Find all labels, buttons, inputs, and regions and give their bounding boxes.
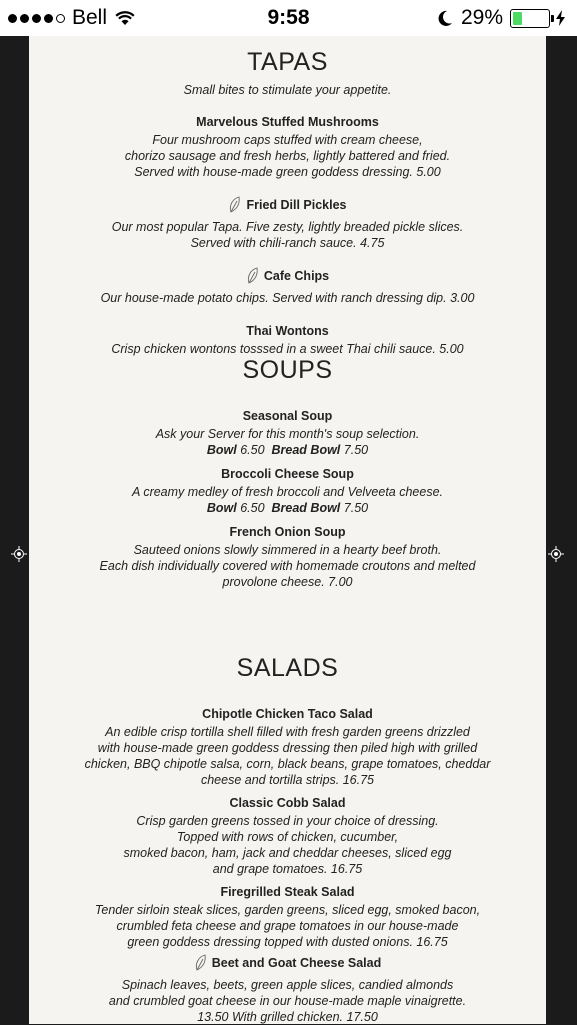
do-not-disturb-moon-icon bbox=[438, 10, 453, 27]
description-line: cheese and tortilla strips. 16.75 bbox=[200, 773, 375, 787]
tapas-section bbox=[29, 48, 546, 357]
menu-item-description bbox=[29, 724, 546, 788]
battery-icon bbox=[510, 9, 550, 28]
bowl-label: Bowl bbox=[206, 501, 237, 515]
section-title-soups: SOUPS bbox=[242, 356, 333, 384]
description-line: crumbled feta cheese and grape tomatoes in our house-made bbox=[116, 919, 459, 933]
menu-item-name: Seasonal Soup bbox=[242, 409, 333, 423]
bowl-label: Bowl bbox=[206, 443, 237, 457]
bowl-price: 6.50 bbox=[240, 443, 265, 457]
description-line: Tender sirloin steak slices, garden greens, sliced egg, smoked bacon, bbox=[94, 903, 481, 917]
description-line: provolone cheese. 7.00 bbox=[222, 575, 353, 589]
menu-item-description bbox=[29, 902, 546, 950]
section-subtitle-tapas: Small bites to stimulate your appetite. bbox=[183, 83, 392, 97]
description-line: A creamy medley of fresh broccoli and Velveeta cheese. bbox=[131, 485, 444, 499]
menu-item-name: Classic Cobb Salad bbox=[229, 796, 346, 810]
vegetarian-leaf-icon bbox=[246, 267, 259, 284]
menu-item bbox=[29, 196, 546, 251]
charging-bolt-icon bbox=[556, 10, 565, 26]
description-line: green goddess dressing topped with dusted onions. 16.75 bbox=[127, 935, 448, 949]
battery-info bbox=[438, 6, 565, 30]
description-line: An edible crisp tortilla shell filled with fresh garden greens drizzled bbox=[105, 725, 470, 739]
bread-bowl-label: Bread Bowl bbox=[271, 501, 341, 515]
battery-level-fill bbox=[513, 12, 522, 25]
description-line: Served with house-made green goddess dressing. 5.00 bbox=[134, 165, 441, 179]
description-line: chicken, BBQ chipotle salsa, corn, black beans, grape tomatoes, cheddar bbox=[84, 757, 491, 771]
menu-item-description bbox=[29, 290, 546, 306]
menu-item bbox=[29, 113, 546, 180]
status-bar bbox=[0, 0, 577, 36]
description-line: Each dish individually covered with homemade croutons and melted bbox=[99, 559, 476, 573]
section-title-tapas: TAPAS bbox=[247, 48, 328, 76]
clock: 9:58 bbox=[267, 6, 310, 29]
page-marker-right-icon bbox=[548, 546, 564, 562]
description-line: Our house-made potato chips. Served with ranch dressing dip. 3.00 bbox=[100, 291, 475, 305]
description-line: Crisp chicken wontons tosssed in a sweet Thai chili sauce. 5.00 bbox=[111, 342, 464, 356]
menu-item bbox=[29, 465, 546, 515]
section-title-salads: SALADS bbox=[236, 654, 339, 682]
description-line: with house-made green goddess dressing then piled high with grilled bbox=[97, 741, 478, 755]
description-line: smoked bacon, ham, jack and cheddar cheeses, sliced egg bbox=[123, 846, 452, 860]
menu-item bbox=[29, 523, 546, 590]
menu-item-name-row bbox=[194, 954, 382, 971]
description-line: Crisp garden greens tossed in your choice of dressing. bbox=[136, 814, 439, 828]
description-line: Our most popular Tapa. Five zesty, lightly breaded pickle slices. bbox=[111, 220, 464, 234]
menu-item-name: Broccoli Cheese Soup bbox=[221, 467, 354, 481]
size-prices bbox=[29, 501, 546, 515]
menu-item-description bbox=[29, 542, 546, 590]
description-line: 13.50 With grilled chicken. 17.50 bbox=[197, 1010, 378, 1024]
page-marker-left-icon bbox=[11, 546, 27, 562]
bread-bowl-price: 7.50 bbox=[343, 501, 369, 515]
description-line: chorizo sausage and fresh herbs, lightly battered and fried. bbox=[124, 149, 451, 163]
salads-section bbox=[29, 654, 546, 1025]
menu-item-name: Beet and Goat Cheese Salad bbox=[211, 955, 382, 970]
bowl-price: 6.50 bbox=[240, 501, 265, 515]
menu-item-description bbox=[29, 341, 546, 357]
description-line: Ask your Server for this month's soup selection. bbox=[155, 427, 420, 441]
menu-item-description bbox=[29, 813, 546, 877]
description-line: Four mushroom caps stuffed with cream cheese, bbox=[152, 133, 423, 147]
menu-item-name: Fried Dill Pickles bbox=[246, 197, 347, 212]
menu-item-description bbox=[29, 219, 546, 251]
menu-item bbox=[29, 407, 546, 457]
menu-item-description bbox=[29, 977, 546, 1025]
battery-percent: 29% bbox=[460, 6, 503, 29]
description-line: and grape tomatoes. 16.75 bbox=[212, 862, 363, 876]
menu-item-name: Firegrilled Steak Salad bbox=[220, 885, 355, 899]
description-line: and crumbled goat cheese in our house-made maple vinaigrette. bbox=[108, 994, 467, 1008]
size-prices bbox=[29, 443, 546, 457]
menu-item bbox=[29, 705, 546, 788]
menu-item-name: Chipotle Chicken Taco Salad bbox=[202, 707, 373, 721]
menu-item bbox=[29, 794, 546, 877]
soups-section bbox=[29, 356, 546, 590]
description-line: Spinach leaves, beets, green apple slices, candied almonds bbox=[121, 978, 454, 992]
menu-item-name-row bbox=[246, 267, 329, 284]
vegetarian-leaf-icon bbox=[194, 954, 207, 971]
menu-page[interactable] bbox=[29, 36, 546, 1024]
menu-item-name: Marvelous Stuffed Mushrooms bbox=[196, 115, 379, 129]
menu-item bbox=[29, 954, 546, 1025]
menu-item bbox=[29, 322, 546, 357]
menu-item-name: Thai Wontons bbox=[246, 324, 329, 338]
description-line: Sauteed onions slowly simmered in a hearty beef broth. bbox=[133, 543, 442, 557]
description-line: Served with chili-ranch sauce. 4.75 bbox=[190, 236, 385, 250]
menu-item-name: Cafe Chips bbox=[263, 268, 330, 283]
menu-item-description bbox=[29, 484, 546, 500]
vegetarian-leaf-icon bbox=[228, 196, 241, 213]
bread-bowl-label: Bread Bowl bbox=[271, 443, 341, 457]
description-line: Topped with rows of chicken, cucumber, bbox=[176, 830, 399, 844]
menu-item-name: French Onion Soup bbox=[229, 525, 346, 539]
menu-item-name-row bbox=[228, 196, 346, 213]
menu-item-description bbox=[29, 132, 546, 180]
bread-bowl-price: 7.50 bbox=[343, 443, 369, 457]
carrier-name: Bell bbox=[72, 6, 108, 29]
menu-item bbox=[29, 267, 546, 306]
menu-item bbox=[29, 883, 546, 950]
menu-item-description bbox=[29, 426, 546, 442]
